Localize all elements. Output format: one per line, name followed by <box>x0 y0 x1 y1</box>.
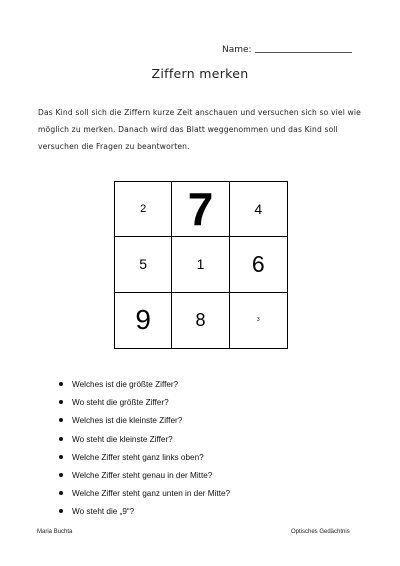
question-text: Wo steht die kleinste Ziffer? <box>72 434 173 444</box>
question-text: Welches ist die größte Ziffer? <box>72 380 179 389</box>
question-text: Welches ist die kleinste Ziffer? <box>72 416 183 426</box>
grid-cell-top-middle: 7 <box>172 182 229 237</box>
list-item <box>56 415 230 433</box>
grid-cell-middle-left: 5 <box>115 237 172 292</box>
name-label: Name: <box>222 45 252 55</box>
question-text: Welche Ziffer steht genau in der Mitte? <box>72 470 213 480</box>
list-item <box>56 470 230 488</box>
footer-subject: Optisches Gedächtnis <box>291 529 350 535</box>
list-item <box>56 452 230 470</box>
question-list <box>56 379 230 525</box>
grid-cell-top-left: 2 <box>115 182 172 237</box>
bullet-icon <box>59 382 63 386</box>
bullet-icon <box>59 473 63 477</box>
name-field <box>222 43 372 55</box>
bullet-icon <box>59 455 63 459</box>
grid-cell-middle-right: 6 <box>230 237 287 292</box>
list-item <box>56 506 230 524</box>
list-item <box>56 379 230 397</box>
bullet-icon <box>59 509 63 513</box>
bullet-icon <box>59 491 63 495</box>
list-item <box>56 488 230 506</box>
question-text: Welche Ziffer steht ganz unten in der Mitte? <box>72 489 231 499</box>
name-blank-line[interactable] <box>255 43 352 53</box>
digit-grid <box>114 181 288 349</box>
list-item <box>56 397 230 415</box>
list-item <box>56 434 230 452</box>
grid-cell-top-right: 4 <box>230 182 287 237</box>
question-text: Welche Ziffer steht ganz links oben? <box>72 452 204 462</box>
bullet-icon <box>59 437 63 441</box>
footer-author: Maria Buchta <box>37 529 73 535</box>
bullet-icon <box>59 400 63 404</box>
grid-cell-bottom-right: 3 <box>256 317 260 324</box>
question-text: Wo steht die größte Ziffer? <box>72 398 169 408</box>
grid-cell-bottom-middle: 8 <box>172 293 229 348</box>
page-title: Ziffern merken <box>151 66 249 81</box>
grid-cell-center: 1 <box>172 237 229 292</box>
question-text: Wo steht die „9“? <box>72 507 135 517</box>
grid-cell-bottom-left: 9 <box>115 293 172 348</box>
bullet-icon <box>59 418 63 422</box>
intro-paragraph: Das Kind soll sich die Ziffern kurze Zeit anschauen und versuchen sich so viel wie möglich zu merken. Danach wird das Blatt weggenommen und das Kind soll versuchen die Fragen zu beantworten. <box>38 108 361 151</box>
